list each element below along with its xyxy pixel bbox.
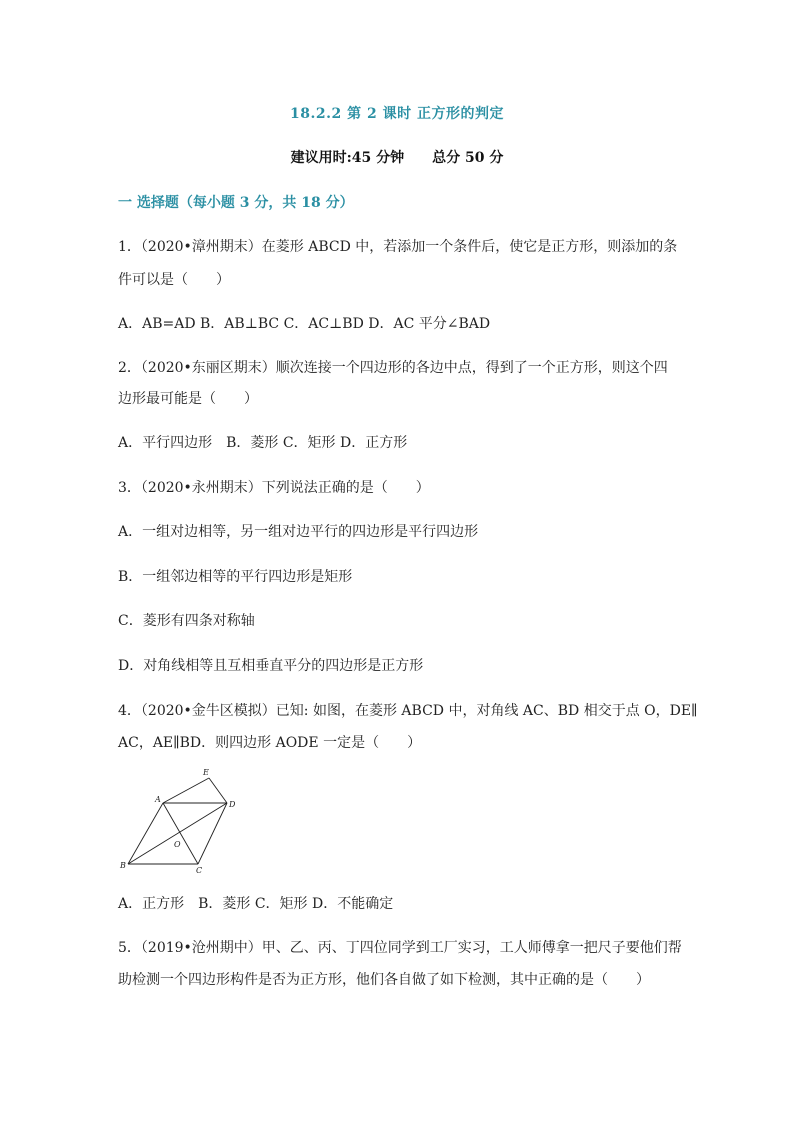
question-3-option-d: D．对角线相等且互相垂直平分的四边形是正方形 <box>118 658 424 674</box>
question-5-stem-line-2: 助检测一个四边形构件是否为正方形，他们各自做了如下检测，其中正确的是（ ） <box>118 972 650 988</box>
label-b: B <box>120 861 126 870</box>
rhombus-figure <box>118 765 248 875</box>
label-c: C <box>196 866 203 875</box>
question-3-option-b: B．一组邻边相等的平行四边形是矩形 <box>118 569 353 585</box>
question-4-stem-line-2: AC，AE∥BD．则四边形 AODE 一定是（ ） <box>118 735 422 751</box>
exam-meta <box>0 147 794 167</box>
question-3-option-a: A．一组对边相等，另一组对边平行的四边形是平行四边形 <box>118 524 479 540</box>
section-heading: 一 选择题（每小题 3 分，共 18 分） <box>118 195 354 211</box>
diagonal-ac <box>163 803 198 864</box>
page-title: 18.2.2 第 2 课时 正方形的判定 <box>290 106 504 122</box>
label-a: A <box>155 795 161 804</box>
question-2-stem-line-1: 2．（2020•东丽区期末）顺次连接一个四边形的各边中点，得到了一个正方形，则这个四 <box>118 360 668 376</box>
question-2-stem-line-2: 边形最可能是（ ） <box>118 391 258 407</box>
segment-de <box>209 778 227 803</box>
question-4-stem-line-1: 4．（2020•金牛区模拟）已知: 如图，在菱形 ABCD 中，对角线 AC、BD 相交于点 O，DE∥ <box>118 703 698 719</box>
rhombus-diagram <box>118 765 248 875</box>
label-e: E <box>203 768 209 777</box>
question-2-options: A．平行四边形 B．菱形 C．矩形 D．正方形 <box>118 435 408 451</box>
question-4-options: A．正方形 B．菱形 C．矩形 D．不能确定 <box>118 896 394 912</box>
question-3-option-c: C．菱形有四条对称轴 <box>118 613 255 629</box>
question-5-stem-line-1: 5．（2019•沧州期中）甲、乙、丙、丁四位同学到工厂实习，工人师傅拿一把尺子要他们帮 <box>118 940 682 956</box>
question-1-stem-line-1: 1．（2020•漳州期末）在菱形 ABCD 中，若添加一个条件后，使它是正方形，则添加的条 <box>118 239 678 255</box>
total-score: 总分 50 分 <box>432 150 504 166</box>
label-d: D <box>229 800 236 809</box>
question-1-stem-line-2: 件可以是（ ） <box>118 272 230 288</box>
segment-ae <box>163 778 209 803</box>
question-3-stem: 3．（2020•永州期末）下列说法正确的是（ ） <box>118 480 430 496</box>
question-1-options: A．AB=AD B．AB⊥BC C．AC⊥BD D．AC 平分∠BAD <box>118 316 491 332</box>
edge-ba <box>128 803 163 864</box>
suggested-time: 建议用时:45 分钟 <box>290 150 405 166</box>
label-o: O <box>174 840 181 849</box>
